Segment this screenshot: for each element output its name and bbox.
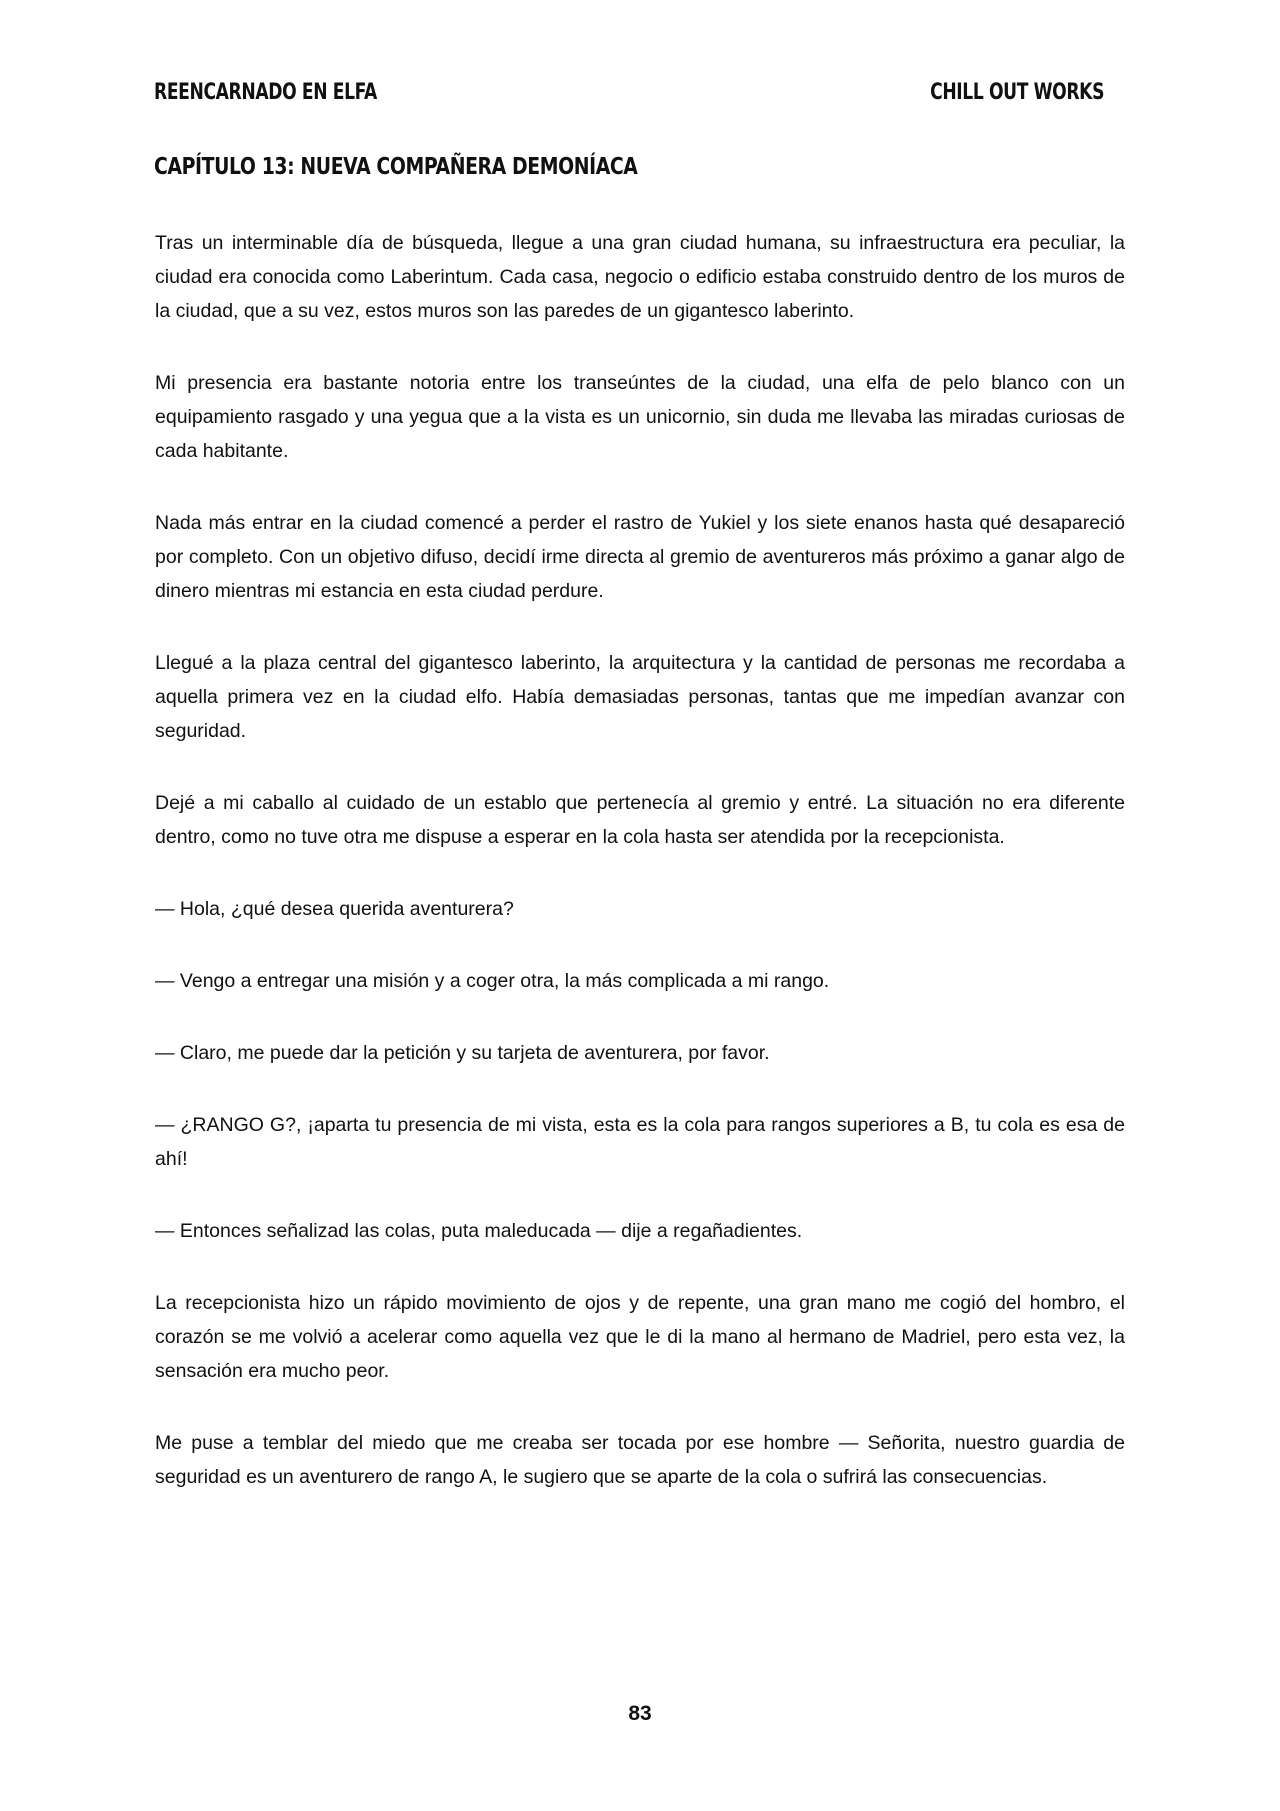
book-title: REENCARNADO EN ELFA bbox=[154, 79, 377, 105]
chapter-title: CAPÍTULO 13: NUEVA COMPAÑERA DEMONÍACA bbox=[154, 154, 638, 180]
paragraph: Nada más entrar en la ciudad comencé a perder el rastro de Yukiel y los siete enanos hasta qué desapareció por completo. Con un objetivo difuso, decidí irme directa al gremio de aventureros más próximo a ganar algo de dinero mientras mi estancia en esta ciudad perdure. bbox=[155, 512, 1125, 602]
paragraph: Tras un interminable día de búsqueda, llegue a una gran ciudad humana, su infraestructura era peculiar, la ciudad era conocida como Laberintum. Cada casa, negocio o edificio estaba construido dentro de los muros de la ciudad, que a su vez, estos muros son las paredes de un gigantesco laberinto. bbox=[155, 232, 1125, 322]
paragraph: Dejé a mi caballo al cuidado de un establo que pertenecía al gremio y entré. La situación no era diferente dentro, como no tuve otra me dispuse a esperar en la cola hasta ser atendida por la recepcionista. bbox=[155, 792, 1125, 848]
dialogue-line: — Hola, ¿qué desea querida aventurera? bbox=[155, 898, 514, 920]
running-header bbox=[154, 76, 1105, 108]
dialogue-line: — ¿RANGO G?, ¡aparta tu presencia de mi vista, esta es la cola para rangos superiores a B, tu cola es esa de ahí! bbox=[155, 1114, 1125, 1170]
publisher-name: CHILL OUT WORKS bbox=[930, 79, 1105, 105]
paragraph: Mi presencia era bastante notoria entre los transeúntes de la ciudad, una elfa de pelo blanco con un equipamiento rasgado y una yegua que a la vista es un unicornio, sin duda me llevaba las miradas curiosas de cada habitante. bbox=[155, 372, 1125, 462]
dialogue-line: — Claro, me puede dar la petición y su tarjeta de aventurera, por favor. bbox=[155, 1042, 770, 1064]
dialogue-line: — Vengo a entregar una misión y a coger otra, la más complicada a mi rango. bbox=[155, 970, 830, 992]
dialogue-line: — Entonces señalizad las colas, puta maleducada — dije a regañadientes. bbox=[155, 1220, 803, 1242]
paragraph: La recepcionista hizo un rápido movimiento de ojos y de repente, una gran mano me cogió del hombro, el corazón se me volvió a acelerar como aquella vez que le di la mano al hermano de Madriel, pero esta vez, la sensación era mucho peor. bbox=[155, 1292, 1125, 1382]
page-number: 83 bbox=[628, 1702, 652, 1725]
chapter-body bbox=[155, 226, 1125, 1532]
paragraph: Llegué a la plaza central del gigantesco laberinto, la arquitectura y la cantidad de personas me recordaba a aquella primera vez en la ciudad elfo. Había demasiadas personas, tantas que me impedían avanzar con seguridad. bbox=[155, 652, 1125, 742]
paragraph: Me puse a temblar del miedo que me creaba ser tocada por ese hombre — Señorita, nuestro guardia de seguridad es un aventurero de rango A, le sugiero que se aparte de la cola o sufrirá las consecuencias. bbox=[155, 1432, 1125, 1488]
